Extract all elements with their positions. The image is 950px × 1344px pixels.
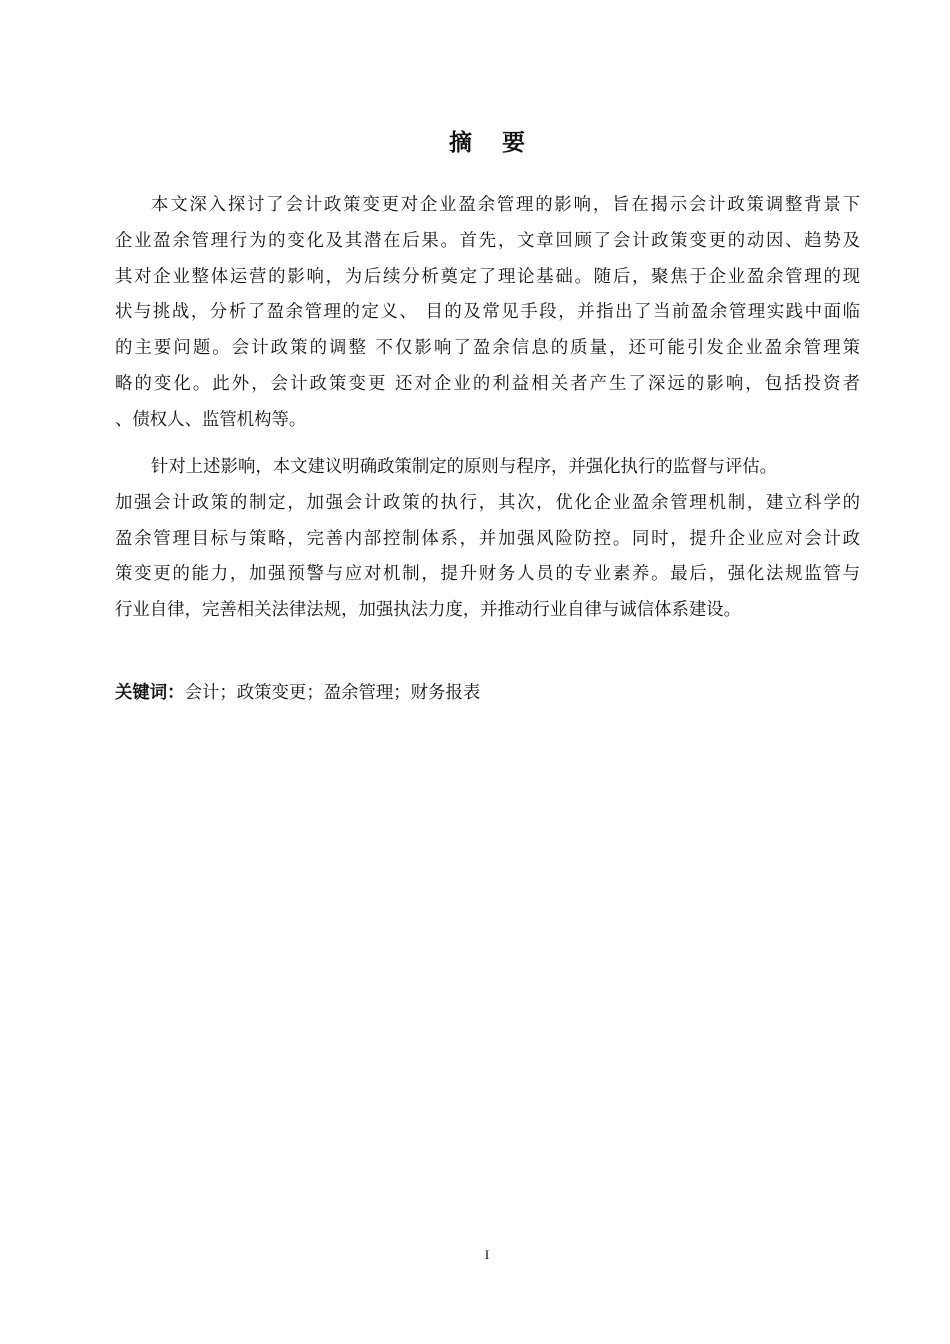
paragraph-line: 、债权人、监管机构等。 — [115, 409, 307, 430]
paragraph-line: 其对企业整体运营的影响，为后续分析奠定了理论基础。随后，聚焦于企业盈余管理的现 — [115, 266, 860, 287]
paragraph-line: 本文深入探讨了会计政策变更对企业盈余管理的影响，旨在揭示会计政策调整背景下 — [151, 195, 860, 215]
abstract-paragraph-1 — [115, 188, 860, 439]
keywords-text: 会计；政策变更；盈余管理；财务报表 — [184, 683, 481, 703]
paragraph-line: 加强会计政策的制定，加强会计政策的执行，其次，优化企业盈余管理机制，建立科学的 — [115, 492, 860, 513]
paragraph-line: 盈余管理目标与策略，完善内部控制体系，并加强风险防控。同时，提升企业应对会计政 — [115, 528, 860, 549]
paragraph-line: 策变更的能力，加强预警与应对机制，提升财务人员的专业素养。最后，强化法规监管与 — [115, 564, 860, 585]
paragraph-line: 状与挑战，分析了盈余管理的定义、 目的及常见手段，并指出了当前盈余管理实践中面临 — [115, 302, 860, 323]
page-number: I — [484, 1247, 490, 1262]
keywords-label: 关键词： — [115, 683, 185, 703]
paragraph-line: 针对上述影响，本文建议明确政策制定的原则与程序，并强化执行的监督与评估。 — [151, 457, 778, 477]
abstract-paragraph-2 — [115, 450, 860, 629]
abstract-title-char-2: 要 — [502, 130, 525, 156]
keywords — [115, 676, 480, 711]
paragraph-line: 略的变化。此外，会计政策变更 还对企业的利益相关者产生了深远的影响，包括投资者 — [115, 373, 860, 394]
abstract-title-char-1: 摘 — [449, 130, 472, 156]
paragraph-line: 的主要问题。会计政策的调整 不仅影响了盈余信息的质量，还可能引发企业盈余管理策 — [115, 338, 860, 359]
paragraph-line: 企业盈余管理行为的变化及其潜在后果。首先，文章回顾了会计政策变更的动因、趋势及 — [115, 230, 860, 251]
abstract-title — [0, 124, 950, 157]
paragraph-line: 行业自律，完善相关法律法规，加强执法力度，并推动行业自律与诚信体系建设。 — [115, 600, 742, 621]
